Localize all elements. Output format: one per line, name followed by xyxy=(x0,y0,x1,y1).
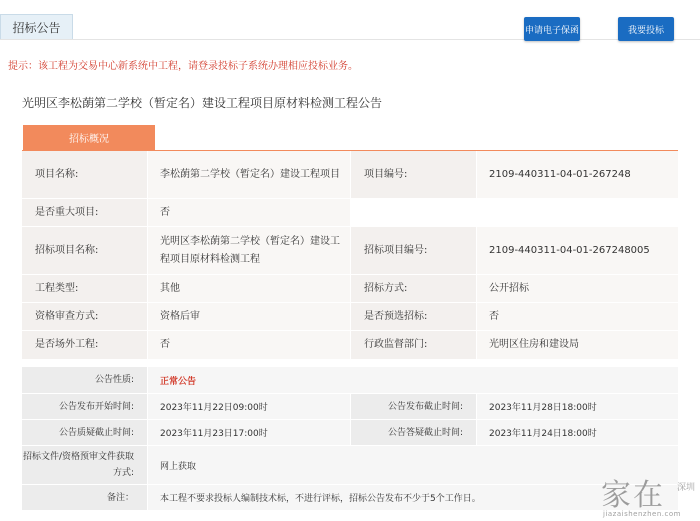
remarks-label: 备注： xyxy=(22,485,147,510)
tab-bid-announcement[interactable]: 招标公告 xyxy=(0,14,73,39)
project-name-label: 项目名称: xyxy=(22,151,147,198)
bid-item-no-label: 招标项目编号: xyxy=(351,227,476,274)
publish-end-value: 2023年11月28日18:00时 xyxy=(477,394,678,419)
supervisor-label: 行政监督部门: xyxy=(351,331,476,359)
project-type-value: 其他 xyxy=(148,275,350,302)
major-project-value: 否 xyxy=(148,199,350,226)
answer-deadline-value: 2023年11月24日18:00时 xyxy=(477,420,678,445)
bid-method-label: 招标方式: xyxy=(351,275,476,302)
section-tab-overview[interactable]: 招标概况 xyxy=(23,125,155,150)
site-watermark xyxy=(595,470,700,521)
supervisor-value: 光明区住房和建设局 xyxy=(477,331,678,359)
empty-cell xyxy=(351,199,678,226)
publish-start-label: 公告发布开始时间: xyxy=(22,394,147,419)
review-method-value: 资格后审 xyxy=(148,303,350,330)
offsite-label: 是否场外工程: xyxy=(22,331,147,359)
notice-text: 提示：该工程为交易中心新系统中工程，请登录投标子系统办理相应投标业务。 xyxy=(8,61,358,72)
bid-item-name-value: 光明区李松蓢第二学校（暂定名）建设工程项目原材料检测工程 xyxy=(148,227,350,274)
project-type-label: 工程类型: xyxy=(22,275,147,302)
nature-value: 正常公告 xyxy=(148,367,678,393)
publish-end-label: 公告发布截止时间: xyxy=(351,394,476,419)
answer-deadline-label: 公告答疑截止时间: xyxy=(351,420,476,445)
watermark-city: 深圳 xyxy=(677,483,696,493)
docs-method-value: 网上获取 xyxy=(148,446,678,484)
project-no-value: 2109-440311-04-01-267248 xyxy=(477,151,678,198)
top-bar xyxy=(0,0,700,40)
preselect-label: 是否预选招标: xyxy=(351,303,476,330)
project-name-value: 李松蓢第二学校（暂定名）建设工程项目 xyxy=(148,151,350,198)
watermark-url: jiazaishenzhen.com xyxy=(603,510,681,518)
watermark-logo-text: 家在 xyxy=(601,478,665,513)
query-deadline-label: 公告质疑截止时间: xyxy=(22,420,147,445)
remarks-value: 本工程不要求投标人编制技术标，不进行评标，招标公告发布不少于5个工作日。 xyxy=(148,485,678,510)
submit-bid-button[interactable]: 我要投标 xyxy=(618,17,674,41)
preselect-value: 否 xyxy=(477,303,678,330)
offsite-value: 否 xyxy=(148,331,350,359)
project-title: 光明区李松蓢第二学校（暂定名）建设工程项目原材料检测工程公告 xyxy=(22,96,383,110)
apply-e-guarantee-button[interactable]: 申请电子保函 xyxy=(524,17,580,41)
query-deadline-value: 2023年11月23日17:00时 xyxy=(148,420,350,445)
bid-method-value: 公开招标 xyxy=(477,275,678,302)
bid-item-no-value: 2109-440311-04-01-267248005 xyxy=(477,227,678,274)
major-project-label: 是否重大项目: xyxy=(22,199,147,226)
publish-start-value: 2023年11月22日09:00时 xyxy=(148,394,350,419)
project-no-label: 项目编号: xyxy=(351,151,476,198)
bid-item-name-label: 招标项目名称: xyxy=(22,227,147,274)
nature-label: 公告性质: xyxy=(22,367,147,393)
review-method-label: 资格审查方式: xyxy=(22,303,147,330)
docs-method-label: 招标文件/资格预审文件获取方式: xyxy=(22,446,147,484)
